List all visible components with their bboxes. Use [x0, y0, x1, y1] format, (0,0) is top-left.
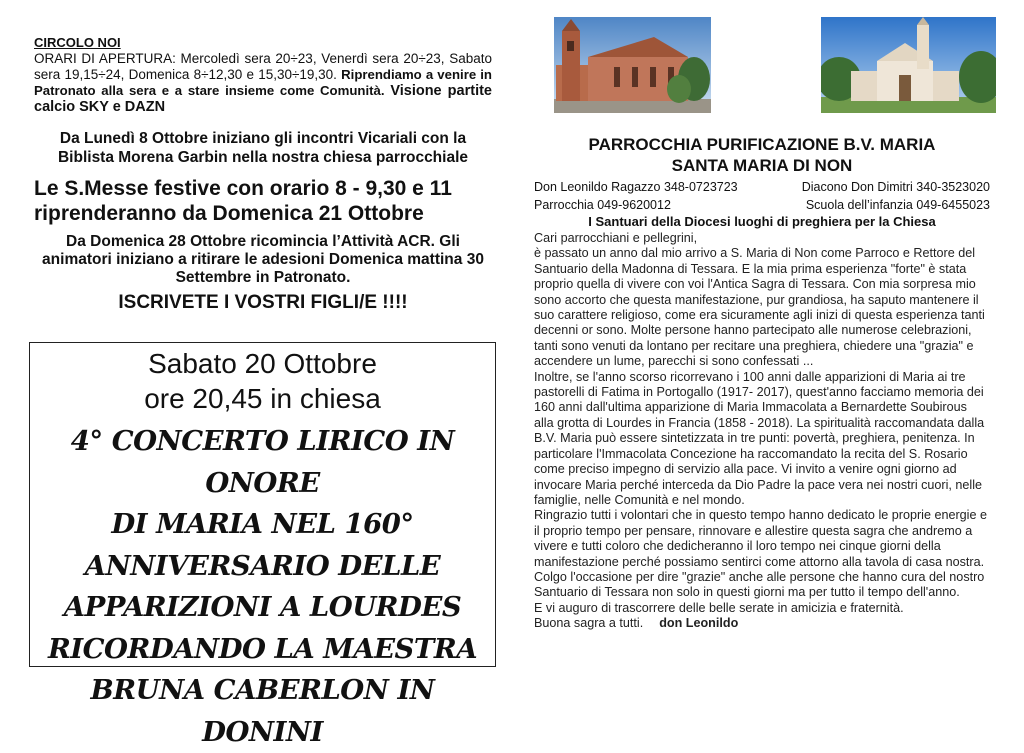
circolo-title: CIRCOLO NOI	[34, 35, 121, 50]
concert-line: ANNIVERSARIO DELLE	[84, 549, 441, 582]
concert-title	[30, 421, 495, 753]
concert-line: DI MARIA NEL 160°	[111, 508, 414, 540]
letter-closing	[534, 616, 990, 631]
letter-paragraph: è passato un anno dal mio arrivo a S. Maria di Non come Parroco e Rettore del Santuario della Madonna di Tessara. E la mia prima esperienza "forte" è stata proprio quella di vivere con voi l'Antica Sagra di Tessara. Con mia sorpresa mio sono accorto che questa manifestazione, pur grandiosa, ha saputo mantenere il suo carattere religioso, come era sicuramente agli inizi di questa esperienza tanti decenni or sono. Molte persone hanno partecipato alle numerose celebrazioni, tanti sono venuti da lontano per recitare una preghiera, chiedere una "grazia" e accendere un lume, parecchi si sono confessati ...	[534, 246, 985, 369]
signature: don Leonildo	[659, 616, 739, 631]
pastor-letter	[534, 231, 990, 632]
letter-paragraph: Cari parrocchiani e pellegrini,	[534, 231, 698, 245]
contact-diacono: Diacono Don Dimitri 340-3523020	[801, 180, 990, 194]
letter-paragraph: E vi auguro di trascorrere delle belle serate in amicizia e fraternità.	[534, 600, 904, 615]
concert-date: Sabato 20 Ottobre	[148, 348, 377, 379]
concert-box	[29, 342, 496, 748]
letter-paragraph: Inoltre, se l'anno scorso ricorrevano i 100 anni dalle apparizioni di Maria ai tre pastorelli di Fatima in Portogallo (1917- 2017), quest'anno facciamo memoria dei 160 anni dall'ultima apparizione di Maria Immacolata a Bernardette Soubirous alla grotta di Lourdes in Francia (1858 - 2018). La spiritualità raccomandata dalla B.V. Maria può essere sintetizzata in tre punti: povertà, preghiera, penitenza. In particolare l'Immacolata Concezione ha raccomandato la recita del S. Rosario come preciso impegno di servizio alla pace. Vi invito a venire ogni giorno ad invocare Maria perché interceda da Dio Padre la pace vera nei nostri cuori, nelle famiglie, nelle Comunità e nel mondo.	[534, 369, 985, 507]
patronato-invite: Riprendiamo a venire in Patronato alla sera e a stare insieme come Comunità.	[34, 67, 492, 98]
vicariali-notice: Da Lunedì 8 Ottobre iniziano gli incontri Vicariali con la Biblista Morena Garbin nella nostra chiesa parrocchiale	[57, 130, 469, 166]
messe-notice: Le S.Messe festive con orario 8 - 9,30 e 11 riprenderanno da Domenica 21 Ottobre	[34, 177, 452, 225]
contacts	[534, 178, 990, 214]
concert-line: RICORDANDO LA MAESTRA	[47, 632, 478, 665]
acr-notice: Da Domenica 28 Ottobre ricomincia l’Attività ACR. Gli animatori iniziano a ritirare le adesioni Domenica mattina 30 Settembre in Patronato.	[42, 233, 484, 286]
concert-line: BRUNA CABERLON IN DONINI	[90, 674, 435, 748]
sanctuary-photo	[821, 17, 996, 113]
church-photo	[554, 17, 711, 113]
contact-parrocchia: Parrocchia 049-9620012	[534, 198, 671, 212]
letter-paragraph: Ringrazio tutti i volontari che in questo tempo hanno dedicato le proprie energie e il proprio tempo per pensare, rinnovare e allestire questa sagra che andremo a vivere e tutti coloro che dedicheranno il loro tempo nei cinque giorni della manifestazione perché possiamo sentirci come attorno alla tavola di casa nostra. Colgo l'occasione per dire "grazie" anche alle persone che hanno cura del nostro Santuario di Tessara non solo in questi giorni ma per tutto il tempo dell'anno.	[534, 508, 987, 600]
sky-dazn-note: Visione partite calcio SKY e DAZN	[34, 83, 493, 115]
santuari-heading: I Santuari della Diocesi luoghi di preghiera per la Chiesa	[588, 214, 936, 229]
concert-line: APPARIZIONI A LOURDES	[63, 591, 462, 623]
concert-time: ore 20,45 in chiesa	[144, 383, 381, 414]
parish-place: SANTA MARIA DI NON	[671, 156, 853, 175]
parish-header	[534, 134, 990, 176]
closing-text: Buona sagra a tutti.	[534, 616, 644, 631]
parish-name: PARROCCHIA PURIFICAZIONE B.V. MARIA	[588, 135, 936, 154]
opening-hours-text: ORARI DI APERTURA: Mercoledì sera 20÷23, Venerdì sera 20÷23, Sabato sera 19,15÷24, Domenica 8÷12,30 e 15,30÷19,30.	[34, 51, 492, 82]
concert-line: 4° CONCERTO LIRICO IN ONORE	[70, 425, 455, 499]
opening-hours	[34, 51, 492, 115]
contact-scuola: Scuola dell’infanzia 049-6455023	[805, 198, 990, 212]
contact-parroco: Don Leonildo Ragazzo 348-0723723	[534, 180, 738, 194]
iscrivete-notice: ISCRIVETE I VOSTRI FIGLI/E !!!!	[118, 292, 408, 313]
